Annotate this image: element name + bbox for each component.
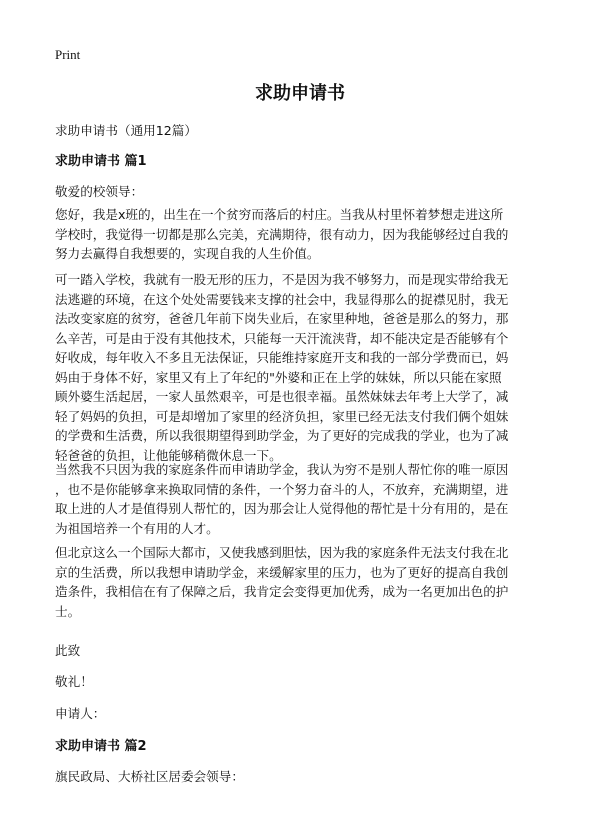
salutation-2: 旗民政局、大桥社区居委会领导：: [55, 769, 244, 784]
text-line: 轻了妈妈的负担，可是却增加了家里的经济负担，家里已经无法支付我们俩个姐妹: [55, 408, 509, 424]
text-line: 但北京这么一个国际大都市，又使我感到胆怯，因为我的家庭条件无法支付我在北: [55, 545, 509, 560]
text-line: ，也不是你能够拿来换取同情的条件，一个努力奋斗的人，不放弃，充满期望，进: [55, 481, 509, 497]
text-line: 造条件，我相信在有了保障之后，我肯定会变得更加优秀，成为一名更加出色的护: [55, 584, 509, 599]
text-line: 法改变家庭的贫穷，爸爸几年前下岗失业后，在家里种地，爸爸是那么的努力，那: [55, 311, 509, 326]
text-line: 士。: [55, 603, 81, 619]
paragraph-4: [55, 543, 508, 621]
page-title: 求助申请书: [255, 83, 345, 104]
paragraph-3: [55, 460, 508, 538]
salutation: 敬爱的校领导：: [55, 184, 144, 199]
text-line: 学校时，我觉得一切都是那么完美，充满期待，很有动力，因为我能够经过自我的: [55, 226, 509, 242]
text-line: 努力去赢得自我想要的，实现自我的人生价值。: [55, 246, 320, 261]
text-line: 的学费和生活费，所以我很期望得到助学金，为了更好的完成我的学业，也为了减: [55, 428, 509, 443]
text-line: 取上进的人才是值得别人帮忙的，因为那会让人觉得他的帮忙是十分有用的，是在: [55, 501, 509, 516]
text-line: 为祖国培养一个有用的人才。: [55, 520, 219, 536]
applicant-line: 申请人：: [55, 706, 106, 721]
print-link[interactable]: Print: [55, 47, 81, 62]
section-heading-1: 求助申请书 篇1: [55, 154, 147, 169]
closing-salute: 敬礼！: [55, 674, 93, 689]
text-line: 顾外婆生活起居，一家人虽然艰辛，可是也很幸福。虽然妹妹去年考上大学了，减: [55, 389, 509, 404]
text-line: 好收成，每年收入不多且无法保证，只能维持家庭开支和我的一部分学费而已，妈: [55, 350, 509, 365]
text-line: 轻爸爸的负担，让他能够稍微休息一下。: [55, 447, 282, 463]
text-line: 可一踏入学校，我就有一股无形的压力，不是因为我不够努力，而是现实带给我无: [55, 272, 509, 287]
text-line: 妈由于身体不好，家里又有上了年纪的"外婆和正在上学的妹妹，所以只能在家照: [55, 369, 502, 385]
text-line: 法逃避的环境，在这个处处需要钱来支撑的社会中，我显得那么的捉襟见肘，我无: [55, 291, 509, 307]
text-line: 京的生活费，所以我想申请助学金，来缓解家里的压力，也为了更好的提高自我创: [55, 564, 509, 580]
paragraph-2: [55, 270, 508, 465]
text-line: 您好，我是x班的，出生在一个贫穷而落后的村庄。当我从村里怀着梦想走进这所: [55, 207, 504, 222]
text-line: 么辛苦，可是由于没有其他技术，只能每一天汗流浃背，却不能决定是否能够有个: [55, 330, 509, 346]
subtitle: 求助申请书（通用12篇）: [55, 123, 197, 138]
text-line: 当然我不只因为我的家庭条件而申请助学金，我认为穷不是别人帮忙你的唯一原因: [55, 462, 509, 477]
section-heading-2: 求助申请书 篇2: [55, 739, 147, 754]
paragraph-1: [55, 205, 508, 264]
closing-line: 此致: [55, 643, 81, 658]
